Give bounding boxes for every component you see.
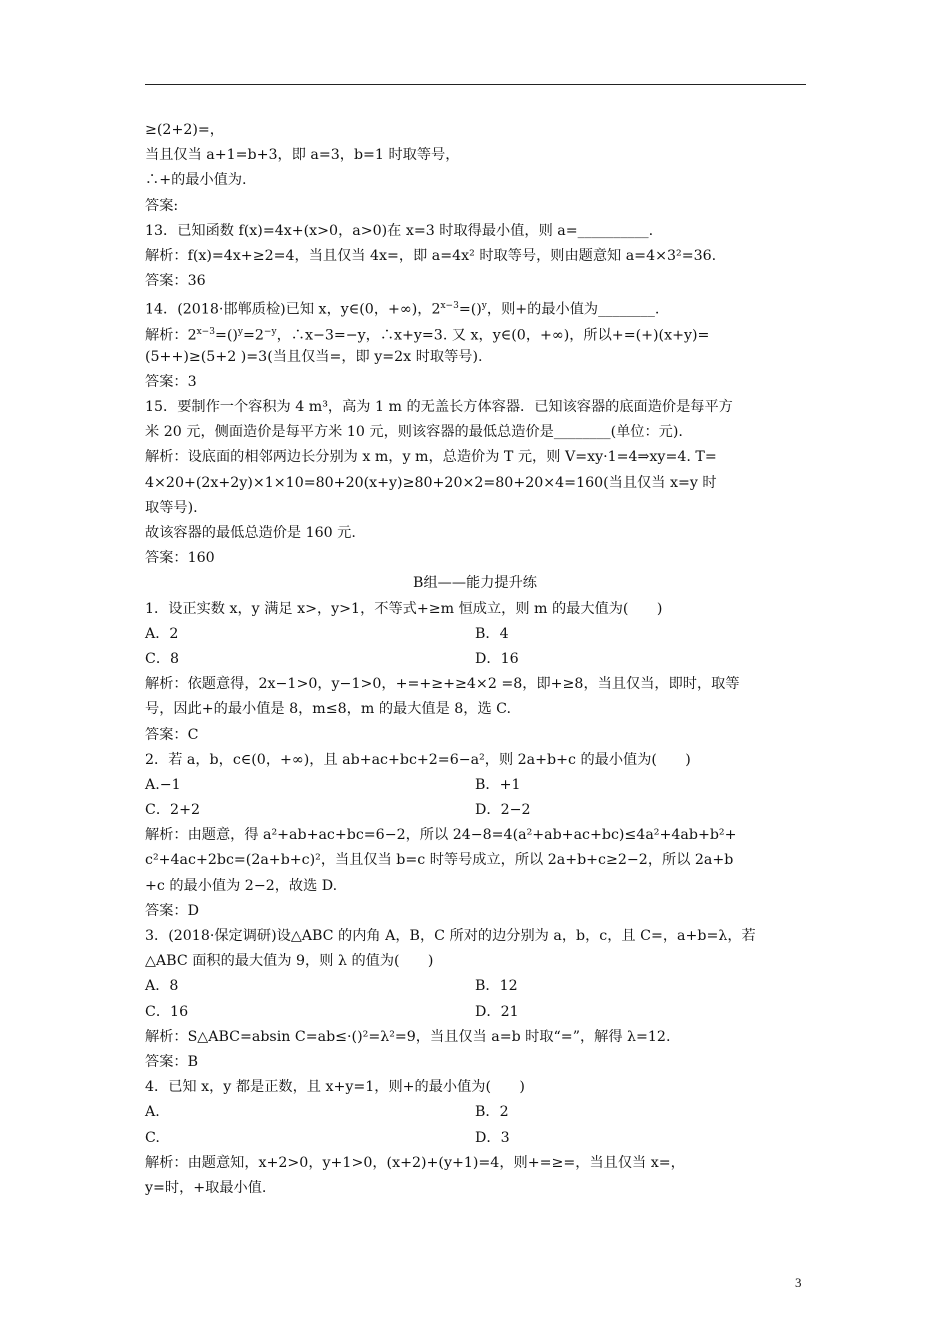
- option-row: [145, 974, 815, 999]
- option-row: [145, 622, 815, 647]
- option-d: D．3: [475, 1129, 510, 1146]
- question-b3-cont: △ABC 面积的最大值为 9，则 λ 的值为( ): [145, 953, 434, 970]
- conclusion-line: 故该容器的最低总造价是 160 元.: [145, 525, 356, 541]
- solution-line: 号，因此+的最小值是 8，m≤8，m 的最大值是 8，选 C.: [145, 701, 512, 718]
- solution-line: +c 的最小值为 2−2，故选 D.: [145, 877, 338, 894]
- header-rule: [145, 84, 806, 85]
- solution-line: 取等号).: [145, 499, 198, 516]
- answer-line: 答案：C: [145, 726, 199, 743]
- section-heading: B组——能力提升练: [413, 575, 537, 592]
- option-b: B．2: [475, 1104, 509, 1121]
- option-a: A．2: [145, 625, 179, 642]
- answer-line: 答案：3: [145, 373, 197, 390]
- question-14: 14．(2018·邯郸质检)已知 x，y∈(0，+∞)，$2^{x-3}=()^y$，则+的最小值为________.: [145, 301, 660, 319]
- question-15-cont: 米 20 元，侧面造价是每平方米 10 元，则该容器的最低总造价是________(单位：元).: [145, 424, 683, 441]
- question-13: 13．已知函数 f(x)=4x+(x>0，a>0)在 x=3 时取得最小值，则 a=__________.: [145, 222, 654, 239]
- solution-line: 解析：$2^{x-3}=()^y=2^{-y}$，∴x−3=−y，∴x+y=3. 又 x，y∈(0，+∞)，所以+=(+)(x+y)=: [145, 326, 710, 344]
- option-row: [145, 647, 815, 672]
- question-b1: 1．设正实数 x，y 满足 x>，y>1，不等式+≥m 恒成立，则 m 的最大值为( ): [145, 600, 663, 617]
- document-body: [145, 118, 815, 1201]
- solution-line: 4×20+(2x+2y)×1×10=80+20(x+y)≥80+20×2=80+20×4=160(当且仅当 x=y 时: [145, 474, 717, 491]
- question-b3: 3．(2018·保定调研)设△ABC 的内角 A，B，C 所对的边分别为 a，b，c，且 C=，a+b=λ，若: [145, 928, 756, 944]
- option-b: B．+1: [475, 776, 521, 793]
- option-d: D．16: [475, 650, 519, 667]
- solution-line: 解析：由题意，得 a²+ab+ac+bc=6−2，所以 24−8=4(a²+ab+ac+bc)≤4a²+4ab+b²+: [145, 827, 737, 844]
- option-d: D．2−2: [475, 802, 531, 819]
- option-d: D．21: [475, 1003, 519, 1020]
- option-row: [145, 1000, 815, 1025]
- option-c: C．16: [145, 1003, 189, 1020]
- answer-line: 答案：B: [145, 1053, 198, 1070]
- answer-line: 答案:: [145, 197, 179, 214]
- answer-line: 答案：D: [145, 902, 199, 919]
- solution-line: y=时，+取最小值.: [145, 1179, 267, 1196]
- solution-line: c²+4ac+2bc=(2a+b+c)²，当且仅当 b=c 时等号成立，所以 2a+b+c≥2−2，所以 2a+b: [145, 852, 734, 869]
- answer-line: 答案：36: [145, 273, 206, 290]
- page-number: 3: [795, 1275, 802, 1290]
- option-row: [145, 798, 815, 823]
- question-b4: 4．已知 x，y 都是正数，且 x+y=1，则+的最小值为( ): [145, 1079, 525, 1096]
- option-row: [145, 1126, 815, 1151]
- option-a: A．8: [145, 978, 179, 995]
- option-a: A.−1: [145, 776, 181, 793]
- solution-line: 解析：依题意得，2x−1>0，y−1>0，+=+≥+≥4×2 =8，即+≥8，当且仅当，即时，取等: [145, 676, 740, 693]
- option-a: A.: [145, 1104, 160, 1121]
- answer-line: 答案：160: [145, 550, 215, 567]
- option-c: C．2+2: [145, 802, 200, 819]
- question-b2: 2．若 a，b，c∈(0，+∞)，且 ab+ac+bc+2=6−a²，则 2a+b+c 的最小值为( ): [145, 751, 691, 768]
- solution-line: 解析：由题意知，x+2>0，y+1>0，(x+2)+(y+1)=4，则+=≥=，当且仅当 x=，: [145, 1154, 685, 1171]
- solution-line: 解析：S△ABC=absin C=ab≤·()²=λ²=9，当且仅当 a=b 时取“=”，解得 λ=12.: [145, 1028, 671, 1045]
- option-c: C．8: [145, 650, 180, 667]
- option-b: B．4: [475, 625, 509, 642]
- question-15: 15．要制作一个容积为 4 m³，高为 1 m 的无盖长方体容器．已知该容器的底面造价是每平方: [145, 399, 733, 416]
- solution-line: 解析：f(x)=4x+≥2=4，当且仅当 4x=，即 a=4x² 时取等号，则由题意知 a=4×3²=36.: [145, 247, 717, 264]
- text-line: ≥(2+2)=，: [145, 122, 224, 138]
- text-line: 当且仅当 a+1=b+3，即 a=3，b=1 时取等号，: [145, 147, 460, 164]
- solution-line: 解析：设底面的相邻两边长分别为 x m，y m，总造价为 T 元，则 V=xy·1=4⇒xy=4. T=: [145, 449, 717, 466]
- option-row: [145, 773, 815, 798]
- option-row: [145, 1100, 815, 1125]
- text-line: ∴+的最小值为.: [145, 172, 247, 189]
- solution-line: (5++)≥(5+2 )=3(当且仅当=，即 y=2x 时取等号).: [145, 348, 483, 365]
- option-b: B．12: [475, 978, 518, 995]
- option-c: C.: [145, 1129, 160, 1146]
